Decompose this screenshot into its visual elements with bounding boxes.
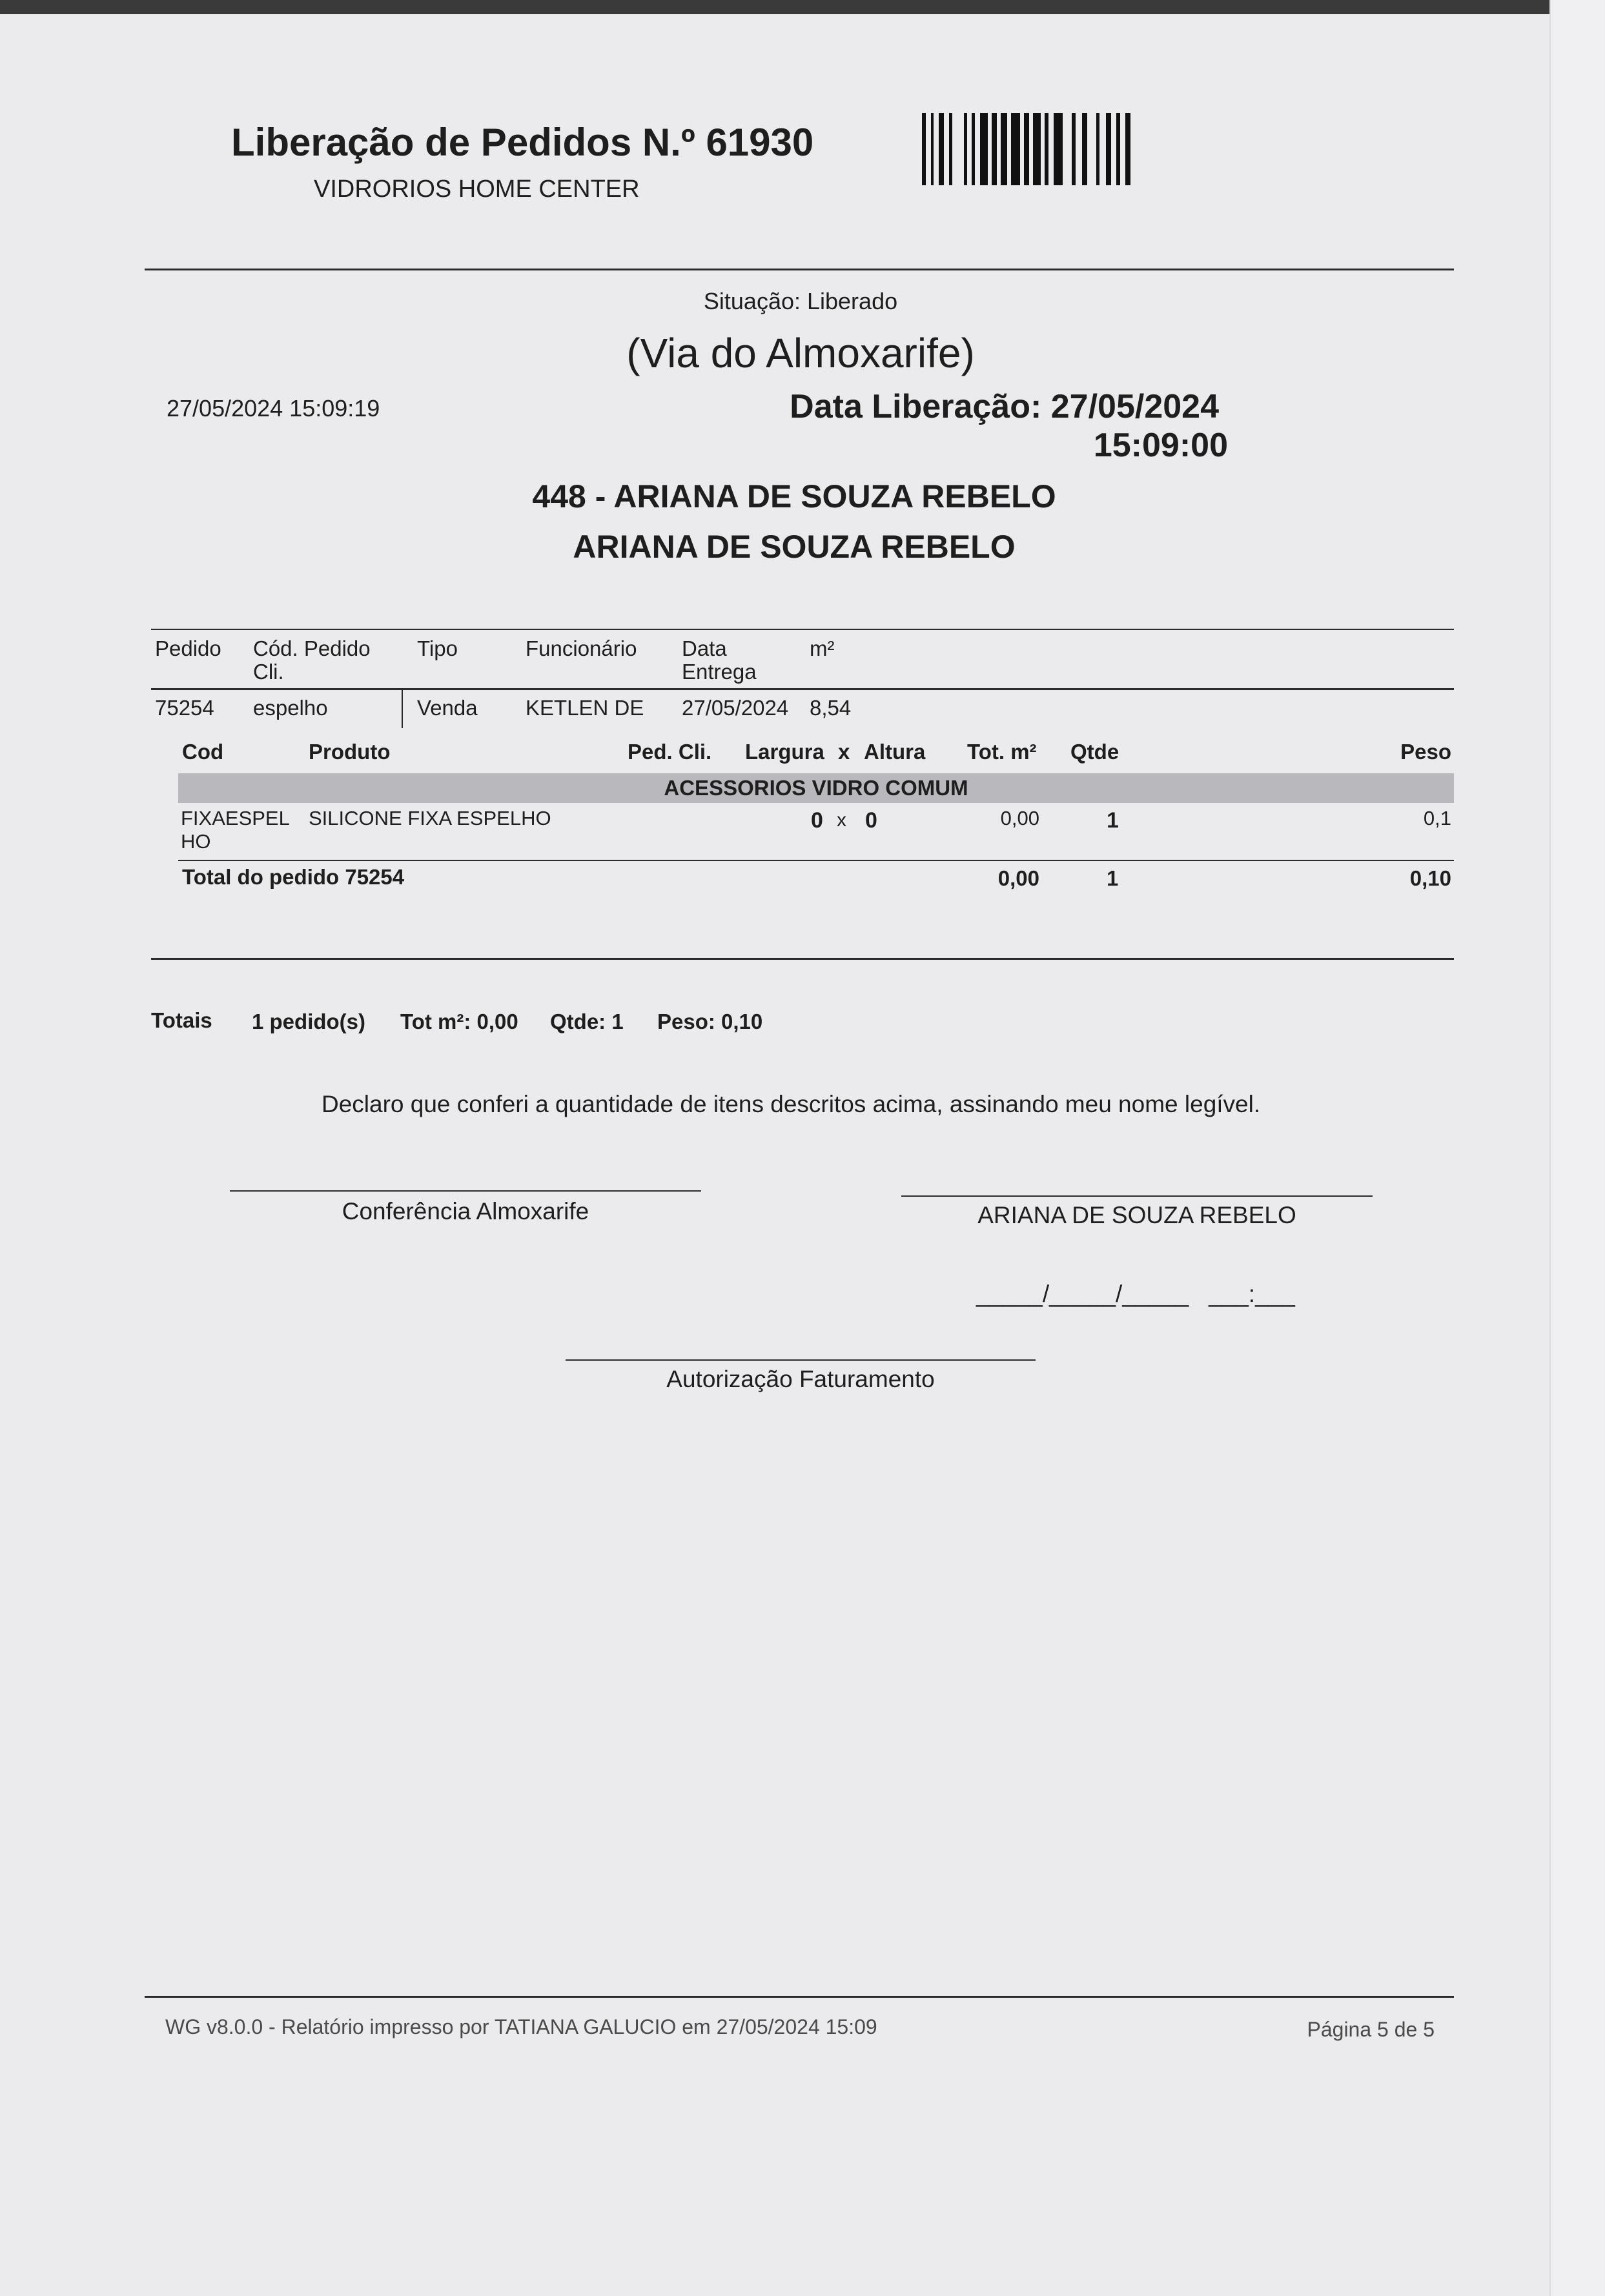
- footer-page-number: Página 5 de 5: [1307, 2018, 1435, 2041]
- client-name: ARIANA DE SOUZA REBELO: [573, 529, 1016, 565]
- order-table-header-line: [151, 688, 1454, 690]
- signature-line-right: [901, 1195, 1373, 1197]
- barcode: [922, 113, 1152, 185]
- scan-edge-right: [1549, 0, 1605, 2296]
- item-header-tot-m2: Tot. m²: [967, 740, 1037, 764]
- signature-label-right: ARIANA DE SOUZA REBELO: [977, 1202, 1296, 1228]
- signature-label-bottom: Autorização Faturamento: [666, 1366, 935, 1392]
- declaration-text: Declaro que conferi a quantidade de itens descritos acima, assinando meu nome legível.: [322, 1091, 1261, 1117]
- order-total-label: Total do pedido 75254: [182, 865, 405, 889]
- item-qtde: 1: [1107, 808, 1119, 833]
- col-header-pedido: Pedido: [155, 636, 221, 660]
- col-header-m2: m²: [810, 636, 835, 660]
- col-header-tipo: Tipo: [417, 636, 458, 660]
- item-produto: SILICONE FIXA ESPELHO: [309, 807, 551, 829]
- item-header-largura: Largura: [745, 740, 824, 764]
- col-header-cod-pedido-2: Cli.: [253, 660, 284, 684]
- item-peso: 0,1: [1423, 807, 1451, 829]
- header-divider: [145, 269, 1454, 270]
- item-header-x: x: [838, 740, 850, 764]
- item-largura: 0: [811, 808, 823, 833]
- totals-m2: Tot m²: 0,00: [400, 1010, 518, 1033]
- cell-m2: 8,54: [810, 696, 852, 720]
- cell-data-entrega: 27/05/2024: [682, 696, 789, 720]
- col-header-funcionario: Funcionário: [526, 636, 637, 660]
- group-label: ACESSORIOS VIDRO COMUM: [664, 776, 968, 800]
- item-altura: 0: [865, 808, 877, 833]
- item-header-peso: Peso: [1400, 740, 1451, 764]
- order-total-m2: 0,00: [997, 866, 1039, 890]
- item-header-ped-cli: Ped. Cli.: [628, 740, 712, 764]
- cell-pedido: 75254: [155, 696, 214, 720]
- release-date: Data Liberação: 27/05/2024: [790, 388, 1219, 425]
- signature-line-left: [230, 1190, 701, 1192]
- totals-qtde: Qtde: 1: [550, 1010, 624, 1033]
- col-header-entrega: Entrega: [682, 660, 757, 684]
- item-tot-m2: 0,00: [1000, 807, 1039, 829]
- client-code-name: 448 - ARIANA DE SOUZA REBELO: [532, 478, 1056, 514]
- item-x: x: [837, 809, 846, 831]
- item-header-altura: Altura: [864, 740, 926, 764]
- company-name: VIDRORIOS HOME CENTER: [314, 176, 640, 203]
- footer-divider: [145, 1996, 1454, 1998]
- order-table-top-line: [151, 629, 1454, 630]
- item-total-line: [178, 860, 1454, 861]
- document-title: Liberação de Pedidos N.º 61930: [231, 121, 814, 164]
- scan-edge-top: [0, 0, 1605, 14]
- section-divider: [151, 958, 1454, 960]
- release-time: 15:09:00: [1093, 427, 1228, 464]
- signature-line-bottom: [566, 1359, 1036, 1361]
- item-header-qtde: Qtde: [1070, 740, 1119, 764]
- cell-tipo: Venda: [417, 696, 478, 720]
- date-time-blank: _____/_____/_____ ___:___: [976, 1281, 1295, 1307]
- order-total-peso: 0,10: [1409, 866, 1451, 890]
- signature-label-left: Conferência Almoxarife: [342, 1198, 589, 1224]
- item-header-produto: Produto: [309, 740, 391, 764]
- footer-print-info: WG v8.0.0 - Relatório impresso por TATIANA GALUCIO em 27/05/2024 15:09: [165, 2015, 877, 2038]
- item-cod: FIXAESPEL: [181, 807, 290, 829]
- totals-label: Totais: [151, 1008, 212, 1032]
- cell-funcionario: KETLEN DE: [526, 696, 644, 720]
- totals-peso: Peso: 0,10: [657, 1010, 763, 1033]
- col-header-data: Data: [682, 636, 727, 660]
- cell-cod-pedido: espelho: [253, 696, 328, 720]
- col-header-cod-pedido: Cód. Pedido: [253, 636, 371, 660]
- cell-separator: [402, 689, 403, 728]
- item-header-cod: Cod: [182, 740, 224, 764]
- order-total-qtde: 1: [1107, 866, 1119, 890]
- printed-datetime: 27/05/2024 15:09:19: [167, 395, 380, 422]
- item-cod-cont: HO: [181, 830, 211, 853]
- totals-pedidos: 1 pedido(s): [252, 1010, 366, 1033]
- copy-label: (Via do Almoxarife): [626, 330, 975, 376]
- status-text: Situação: Liberado: [703, 288, 898, 314]
